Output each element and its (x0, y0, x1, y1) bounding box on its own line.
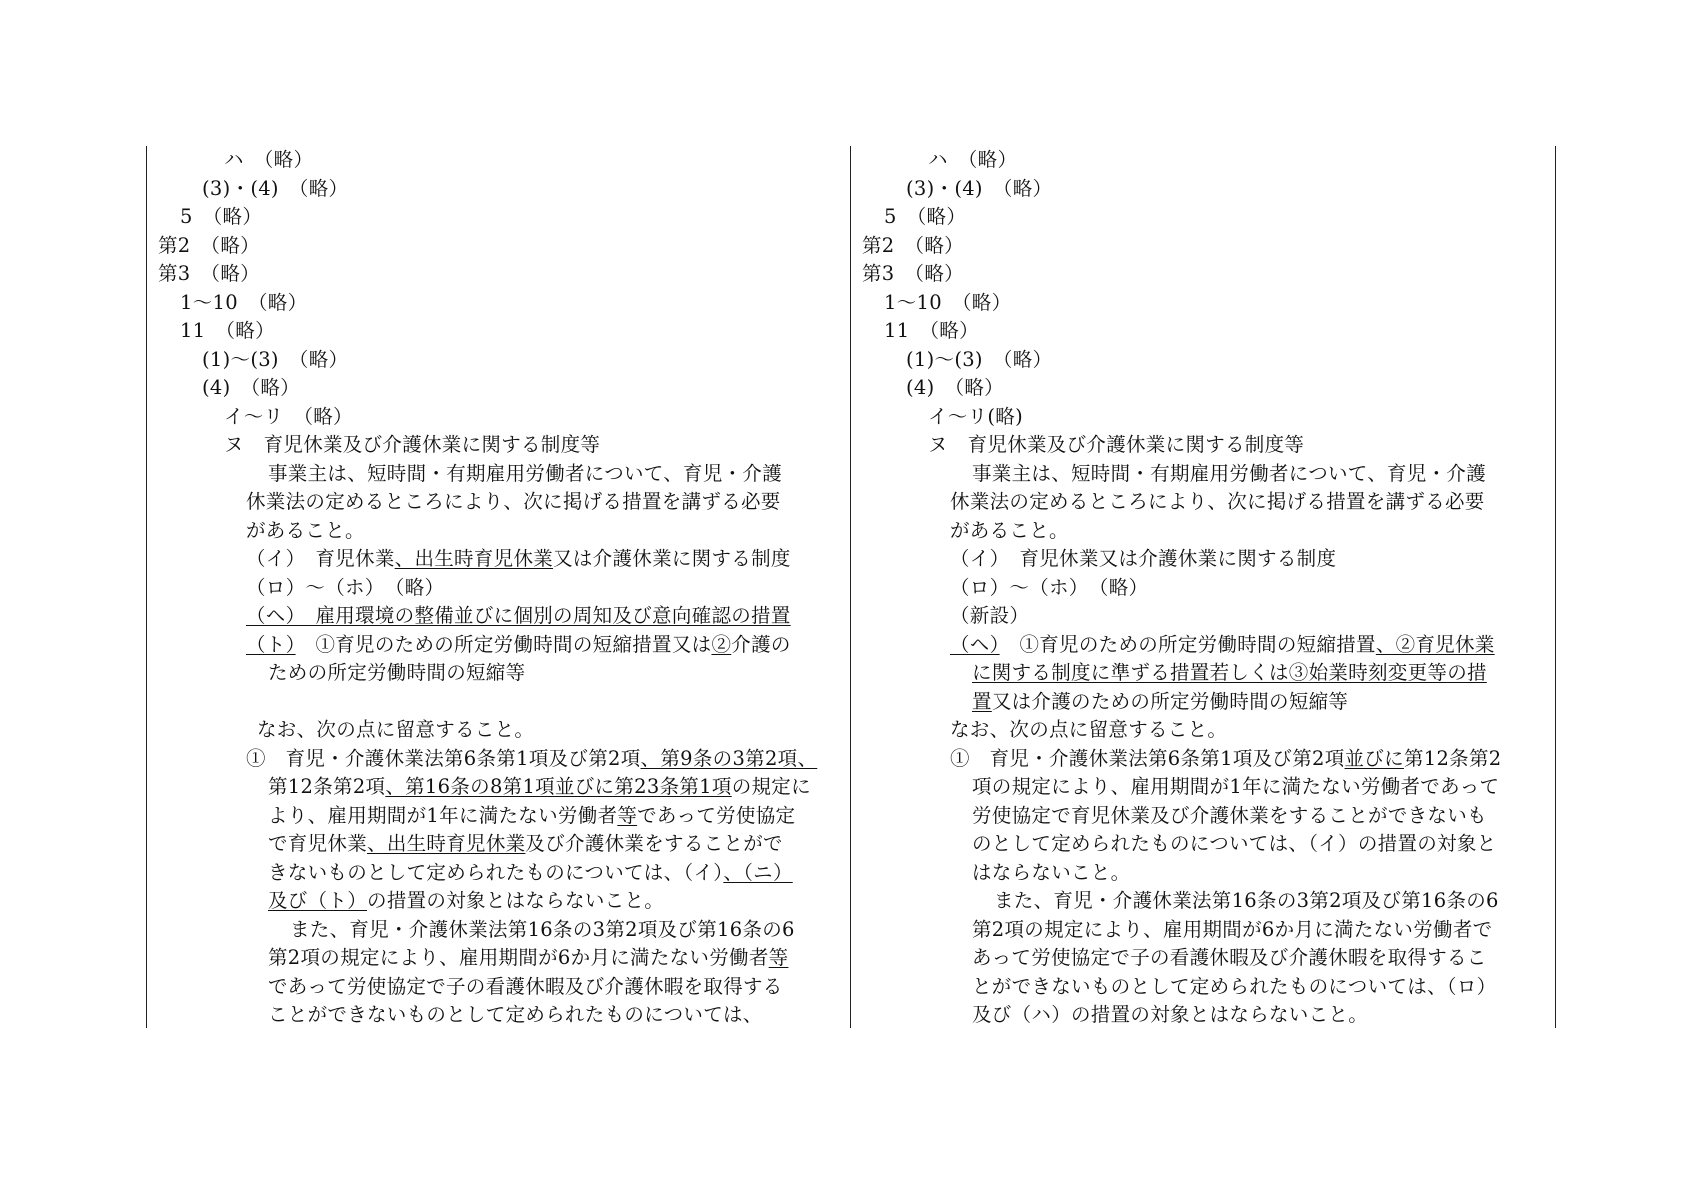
text-segment: より、雇用期間が1年に満たない労働者 (268, 803, 618, 827)
text-segment: また、育児・介護休業法第16条の3第2項及び第16条の6 (290, 917, 795, 941)
text-segment: （ロ）～（ホ） （略） (246, 575, 445, 599)
text-line (862, 346, 1546, 375)
text-line (862, 916, 1546, 945)
text-segment: 及び介護休業をすることがで (525, 832, 783, 855)
text-line (158, 659, 836, 688)
revised-text-column (158, 146, 836, 1028)
text-line (158, 916, 836, 945)
text-segment: ことができないものとして定められたものについては、 (268, 1003, 763, 1026)
text-segment: のとして定められたものについては、（イ）の措置の対象と (972, 832, 1497, 855)
text-segment: ハ （略） (928, 148, 1018, 171)
amended-text: 、②育児休業 (1375, 632, 1495, 656)
text-line (158, 859, 836, 888)
text-segment: あって労使協定で子の看護休暇及び介護休暇を取得するこ (972, 946, 1487, 969)
text-segment: （イ） 育児休業又は介護休業に関する制度 (950, 547, 1337, 570)
text-segment: があること。 (950, 518, 1069, 542)
text-line (158, 460, 836, 489)
text-line (158, 232, 836, 261)
text-line (862, 688, 1546, 717)
text-line (158, 260, 836, 289)
text-line (862, 460, 1546, 489)
text-segment: ①育児のための所定労働時間の短縮措置又は (295, 632, 712, 656)
text-segment: 又は介護のための所定労働時間の短縮等 (991, 689, 1349, 713)
text-segment: 第12条第2 (1403, 746, 1502, 770)
amended-text: 、（ニ） (723, 860, 793, 884)
text-segment: なお、次の点に留意すること。 (257, 718, 535, 741)
text-line (862, 175, 1546, 204)
text-segment: 1～10 （略） (180, 290, 308, 314)
text-segment: ハ （略） (224, 148, 314, 171)
text-line (862, 1001, 1546, 1028)
text-segment: 又は介護休業に関する制度 (553, 547, 791, 570)
text-line (158, 802, 836, 831)
text-segment: 第2 （略） (862, 233, 964, 257)
text-line (862, 745, 1546, 774)
text-segment: があること。 (246, 518, 365, 542)
text-line (862, 317, 1546, 346)
amended-text: 、出生時育児休業 (367, 832, 526, 855)
text-segment: イ～リ （略） (224, 404, 353, 428)
text-segment: であって労使協定で子の看護休暇及び介護休暇を取得する (268, 974, 783, 998)
text-line (862, 830, 1546, 859)
amended-text: 置 (972, 689, 992, 713)
amended-text: ② (711, 632, 732, 656)
text-line (158, 716, 836, 745)
amended-text: 及び（ト） (268, 889, 368, 912)
text-line (158, 346, 836, 375)
text-segment: ヌ 育児休業及び介護休業に関する制度等 (928, 433, 1305, 456)
text-segment: 第3 （略） (158, 262, 260, 285)
text-segment: 労使協定で育児休業及び介護休業をすることができないも (972, 803, 1487, 827)
text-segment: の措置の対象とはならないこと。 (367, 889, 665, 912)
text-segment: 第2項の規定により、雇用期間が6か月に満たない労働者で (972, 917, 1493, 941)
text-line (158, 944, 836, 973)
text-segment: 5 （略） (884, 205, 967, 228)
text-line (862, 203, 1546, 232)
text-line (158, 688, 836, 717)
text-line (862, 973, 1546, 1002)
text-line (158, 745, 836, 774)
text-segment: 第2項の規定により、雇用期間が6か月に満たない労働者 (268, 946, 769, 969)
text-segment: ための所定労働時間の短縮等 (268, 661, 526, 684)
amended-text: 並びに (1344, 746, 1404, 770)
text-line (158, 545, 836, 574)
text-line (862, 802, 1546, 831)
text-line (862, 488, 1546, 517)
text-line (862, 289, 1546, 318)
text-line (862, 574, 1546, 603)
text-segment: ① 育児・介護休業法第6条第1項及び第2項 (246, 746, 641, 770)
text-segment: （ロ）～（ホ） （略） (950, 575, 1149, 599)
text-segment: 5 （略） (180, 205, 263, 228)
text-line (862, 232, 1546, 261)
text-line (158, 403, 836, 432)
text-line (862, 374, 1546, 403)
text-line (862, 716, 1546, 745)
text-segment: なお、次の点に留意すること。 (950, 718, 1228, 741)
text-segment: 1～10 （略） (884, 290, 1012, 314)
text-line (158, 574, 836, 603)
text-line (158, 317, 836, 346)
amended-text: に関する制度に準ずる措置若しくは③始業時刻変更等の措 (972, 661, 1487, 684)
text-line (862, 859, 1546, 888)
text-segment: (4) （略） (906, 376, 1004, 399)
text-line (862, 773, 1546, 802)
text-line (862, 631, 1546, 660)
text-segment: 事業主は、短時間・有期雇用労働者について、育児・介護 (268, 461, 783, 485)
amended-text: 、第16条の8第1項並びに第23条第1項 (385, 775, 732, 798)
amended-text: 等 (617, 803, 638, 827)
text-line (158, 146, 836, 175)
amended-text: （ヘ） 雇用環境の整備並びに個別の周知及び意向確認の措置 (246, 604, 791, 627)
text-line (158, 175, 836, 204)
text-line (158, 431, 836, 460)
text-segment: はならないこと。 (972, 860, 1131, 884)
text-line (862, 260, 1546, 289)
text-line (862, 887, 1546, 916)
text-segment: ヌ 育児休業及び介護休業に関する制度等 (224, 433, 601, 456)
text-segment: 11 （略） (884, 319, 979, 342)
text-segment: 第2 （略） (158, 233, 260, 257)
text-line (862, 146, 1546, 175)
current-text-column (862, 146, 1546, 1028)
text-line (158, 374, 836, 403)
text-segment: (1)～(3) （略） (202, 347, 349, 371)
column-rule-middle (850, 146, 851, 1028)
text-segment: また、育児・介護休業法第16条の3第2項及び第16条の6 (994, 889, 1499, 912)
text-line (158, 602, 836, 631)
text-segment: 休業法の定めるところにより、次に掲げる措置を講ずる必要 (246, 490, 781, 513)
amended-text: 、第9条の3第2項、 (640, 746, 818, 770)
text-segment: 第12条第2項 (268, 775, 386, 798)
text-segment: 事業主は、短時間・有期雇用労働者について、育児・介護 (972, 461, 1487, 485)
text-line (158, 488, 836, 517)
text-segment: (3)・(4) （略） (202, 176, 349, 200)
text-segment: であって労使協定 (637, 803, 796, 827)
column-rule-left (146, 146, 147, 1028)
text-line (158, 289, 836, 318)
text-line (158, 773, 836, 802)
text-line (158, 887, 836, 916)
text-line (158, 203, 836, 232)
text-line (158, 517, 836, 546)
text-segment: とができないものとして定められたものについては、（ロ） (972, 974, 1497, 998)
text-line (862, 545, 1546, 574)
text-segment: の規定に (731, 775, 811, 798)
text-line (158, 830, 836, 859)
text-segment: 休業法の定めるところにより、次に掲げる措置を講ずる必要 (950, 490, 1485, 513)
text-line (158, 631, 836, 660)
text-segment: イ～リ(略) (928, 404, 1024, 428)
amended-text: 等 (768, 946, 789, 969)
text-segment: 項の規定により、雇用期間が1年に満たない労働者であって (972, 775, 1500, 798)
text-segment: (3)・(4) （略） (906, 176, 1053, 200)
text-line (862, 517, 1546, 546)
text-segment: 及び（ハ）の措置の対象とはならないこと。 (972, 1003, 1369, 1026)
column-rule-right (1555, 146, 1556, 1028)
text-segment: 第3 （略） (862, 262, 964, 285)
text-line (862, 602, 1546, 631)
text-segment: 介護の (731, 632, 791, 656)
text-segment: 11 （略） (180, 319, 275, 342)
amended-text: （ヘ） (950, 632, 1000, 656)
text-segment: (1)～(3) （略） (906, 347, 1053, 371)
text-line (158, 973, 836, 1002)
text-line (158, 1001, 836, 1028)
text-segment: （新設） (950, 604, 1030, 627)
text-segment: （イ） 育児休業 (246, 547, 395, 570)
text-segment: ① 育児・介護休業法第6条第1項及び第2項 (950, 746, 1345, 770)
text-line (862, 431, 1546, 460)
text-segment: (4) （略） (202, 376, 300, 399)
text-segment: ①育児のための所定労働時間の短縮措置 (999, 632, 1376, 656)
text-segment: で育児休業 (268, 832, 368, 855)
text-line (862, 403, 1546, 432)
text-line (862, 659, 1546, 688)
amended-text: 、出生時育児休業 (394, 547, 554, 570)
amended-text: （ト） (246, 632, 296, 656)
text-line (862, 944, 1546, 973)
text-segment: きないものとして定められたものについては、（イ） (268, 860, 724, 884)
